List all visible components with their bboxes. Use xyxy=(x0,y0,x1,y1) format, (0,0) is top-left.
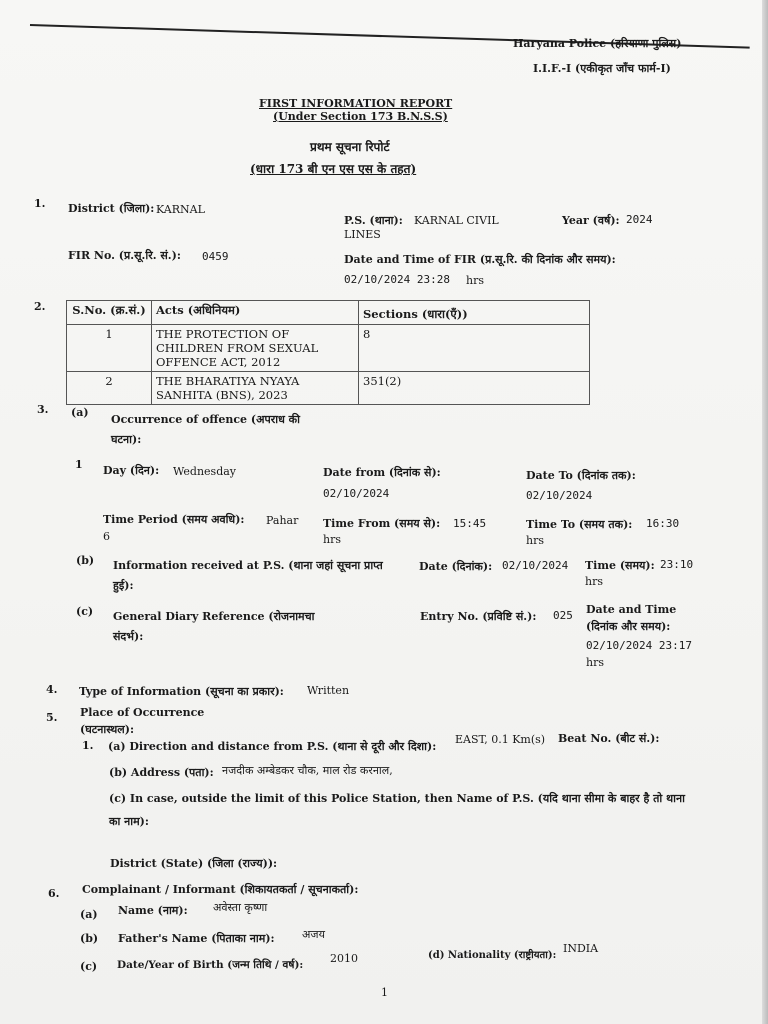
direction-label: (a) Direction and distance from P.S. (थाना से दूरी और दिशा): xyxy=(108,740,437,753)
occurrence-label-2: घटना): xyxy=(111,433,142,446)
info-type-value: Written xyxy=(307,684,350,697)
title-en-1: FIRST INFORMATION REPORT xyxy=(259,97,453,110)
info-time-value: 23:10 xyxy=(660,558,694,571)
title-hi-1: प्रथम सूचना रिपोर्ट xyxy=(310,140,390,154)
date-to-label: Date To (दिनांक तक): xyxy=(526,469,636,482)
gd-datetime-value: 02/10/2024 23:17 xyxy=(586,639,692,652)
fir-datetime-label: Date and Time of FIR (प्र.सू.रि. की दिनांक और समय): xyxy=(344,253,616,266)
row2-act: THE BHARATIYA NYAYA SANHITA (BNS), 2023 xyxy=(152,372,359,405)
occurrence-label-1: Occurrence of offence (अपराध की xyxy=(111,413,300,426)
name-label: Name (नाम): xyxy=(118,904,188,917)
district-label: District (जिला): xyxy=(68,202,155,215)
s3-num: 3. xyxy=(37,403,49,416)
gd-datetime-label-1: Date and Time xyxy=(586,603,677,616)
dob-label: Date/Year of Birth (जन्म तिथि / वर्ष): xyxy=(117,959,304,971)
page-edge xyxy=(762,0,768,1024)
time-to-hrs: hrs xyxy=(526,534,544,547)
beat-label: Beat No. (बीट सं.): xyxy=(558,732,660,745)
place-label-2: (घटनास्थल): xyxy=(80,723,135,736)
time-to-value: 16:30 xyxy=(646,517,680,530)
s3-b: (b) xyxy=(76,554,95,567)
s3-sub1: 1 xyxy=(75,458,83,471)
time-from-value: 15:45 xyxy=(453,517,487,530)
time-period-value-1: Pahar xyxy=(266,514,299,527)
fir-value: 0459 xyxy=(202,250,229,263)
row1-sno: 1 xyxy=(67,325,152,372)
header-sections: Sections (धारा(एँ)) xyxy=(359,301,590,325)
fir-label: FIR No. (प्र.सू.रि. सं.): xyxy=(68,249,181,262)
title-en-2: (Under Section 173 B.N.S.S) xyxy=(273,110,448,123)
ps-label: P.S. (थाना): xyxy=(344,214,403,227)
header-acts: Acts (अधिनियम) xyxy=(152,301,359,325)
acts-table xyxy=(66,300,590,405)
s3-c: (c) xyxy=(76,605,94,618)
form-header: I.I.F.-I (एकीकृत जाँच फार्म-I) xyxy=(533,62,671,75)
gd-label-2: संदर्भ): xyxy=(113,630,144,643)
father-name-value: अजय xyxy=(302,928,325,941)
date-to-value: 02/10/2024 xyxy=(526,489,593,502)
entry-no-value: 025 xyxy=(553,609,573,622)
s3-a: (a) xyxy=(71,406,89,419)
info-type-label: Type of Information (सूचना का प्रकार): xyxy=(79,685,284,698)
outside-ps-label-2: का नाम): xyxy=(109,815,149,828)
info-received-label-1: Information received at P.S. (थाना जहां सूचना प्राप्त xyxy=(113,559,383,572)
father-name-label: Father's Name (पिताका नाम): xyxy=(118,932,275,945)
time-from-label: Time From (समय से): xyxy=(323,517,441,530)
nationality-value: INDIA xyxy=(563,942,599,955)
row1-act: THE PROTECTION OF CHILDREN FROM SEXUAL OFFENCE ACT, 2012 xyxy=(152,325,359,372)
agency-header: Haryana Police (हरियाणा पुलिस) xyxy=(513,37,682,50)
year-label: Year (वर्ष): xyxy=(562,214,620,227)
table-row xyxy=(67,325,590,372)
complainant-label: Complainant / Informant (शिकायतकर्ता / सूचनाकर्ता): xyxy=(82,883,359,896)
time-period-label: Time Period (समय अवधि): xyxy=(103,513,245,526)
year-value: 2024 xyxy=(626,213,653,226)
header-sno: S.No. (क्र.सं.) xyxy=(67,301,152,325)
dob-value: 2010 xyxy=(330,952,358,965)
title-hi-2: (धारा 173 बी एन एस एस के तहत) xyxy=(250,162,417,176)
s6-a: (a) xyxy=(80,908,98,921)
s2-num: 2. xyxy=(34,300,46,313)
fir-datetime-value: 02/10/2024 23:28 xyxy=(344,273,450,286)
address-label: (b) Address (पता): xyxy=(109,766,214,779)
s6-b: (b) xyxy=(80,932,99,945)
row1-section: 8 xyxy=(359,325,590,372)
gd-datetime-label-2: (दिनांक और समय): xyxy=(586,620,671,633)
gd-datetime-hrs: hrs xyxy=(586,656,604,669)
date-from-label: Date from (दिनांक से): xyxy=(323,466,441,479)
info-time-hrs: hrs xyxy=(585,575,603,588)
time-period-value-2: 6 xyxy=(103,530,110,543)
direction-value: EAST, 0.1 Km(s) xyxy=(455,733,546,746)
page-number: 1 xyxy=(381,986,388,999)
info-date-value: 02/10/2024 xyxy=(502,559,569,572)
district-value: KARNAL xyxy=(156,203,205,216)
gd-label-1: General Diary Reference (रोजनामचा xyxy=(113,610,315,623)
ps-value-2: LINES xyxy=(344,228,381,241)
time-from-hrs: hrs xyxy=(323,533,341,546)
s5-num: 5. xyxy=(46,711,58,724)
district-state-label: District (State) (जिला (राज्य)): xyxy=(110,857,278,870)
s1-num: 1. xyxy=(34,197,46,210)
info-received-label-2: हुई): xyxy=(113,579,134,592)
name-value: अवेस्ता कृष्णा xyxy=(213,901,268,914)
info-date-label: Date (दिनांक): xyxy=(419,560,493,573)
address-value: नजदीक अम्बेडकर चौक, माल रोड करनाल, xyxy=(222,764,393,777)
acts-table-header xyxy=(67,301,590,325)
entry-no-label: Entry No. (प्रविष्टि सं.): xyxy=(420,610,537,623)
s5-sub1: 1. xyxy=(82,739,94,752)
place-label-1: Place of Occurrence xyxy=(80,706,205,719)
ps-value-1: KARNAL CIVIL xyxy=(414,214,499,227)
info-time-label: Time (समय): xyxy=(585,559,655,572)
day-label: Day (दिन): xyxy=(103,464,160,477)
time-to-label: Time To (समय तक): xyxy=(526,518,633,531)
fir-hrs: hrs xyxy=(466,274,484,287)
s6-num: 6. xyxy=(48,887,60,900)
day-value: Wednesday xyxy=(173,465,237,478)
s4-num: 4. xyxy=(46,683,58,696)
outside-ps-label-1: (c) In case, outside the limit of this Police Station, then Name of P.S. (यदि थाना सीमा के बाहर है तो थाना xyxy=(109,792,685,805)
row2-sno: 2 xyxy=(67,372,152,405)
row2-section: 351(2) xyxy=(359,372,590,405)
nationality-label: (d) Nationality (राष्ट्रीयता): xyxy=(428,950,557,961)
date-from-value: 02/10/2024 xyxy=(323,487,390,500)
s6-c: (c) xyxy=(80,960,98,973)
table-row xyxy=(67,372,590,405)
